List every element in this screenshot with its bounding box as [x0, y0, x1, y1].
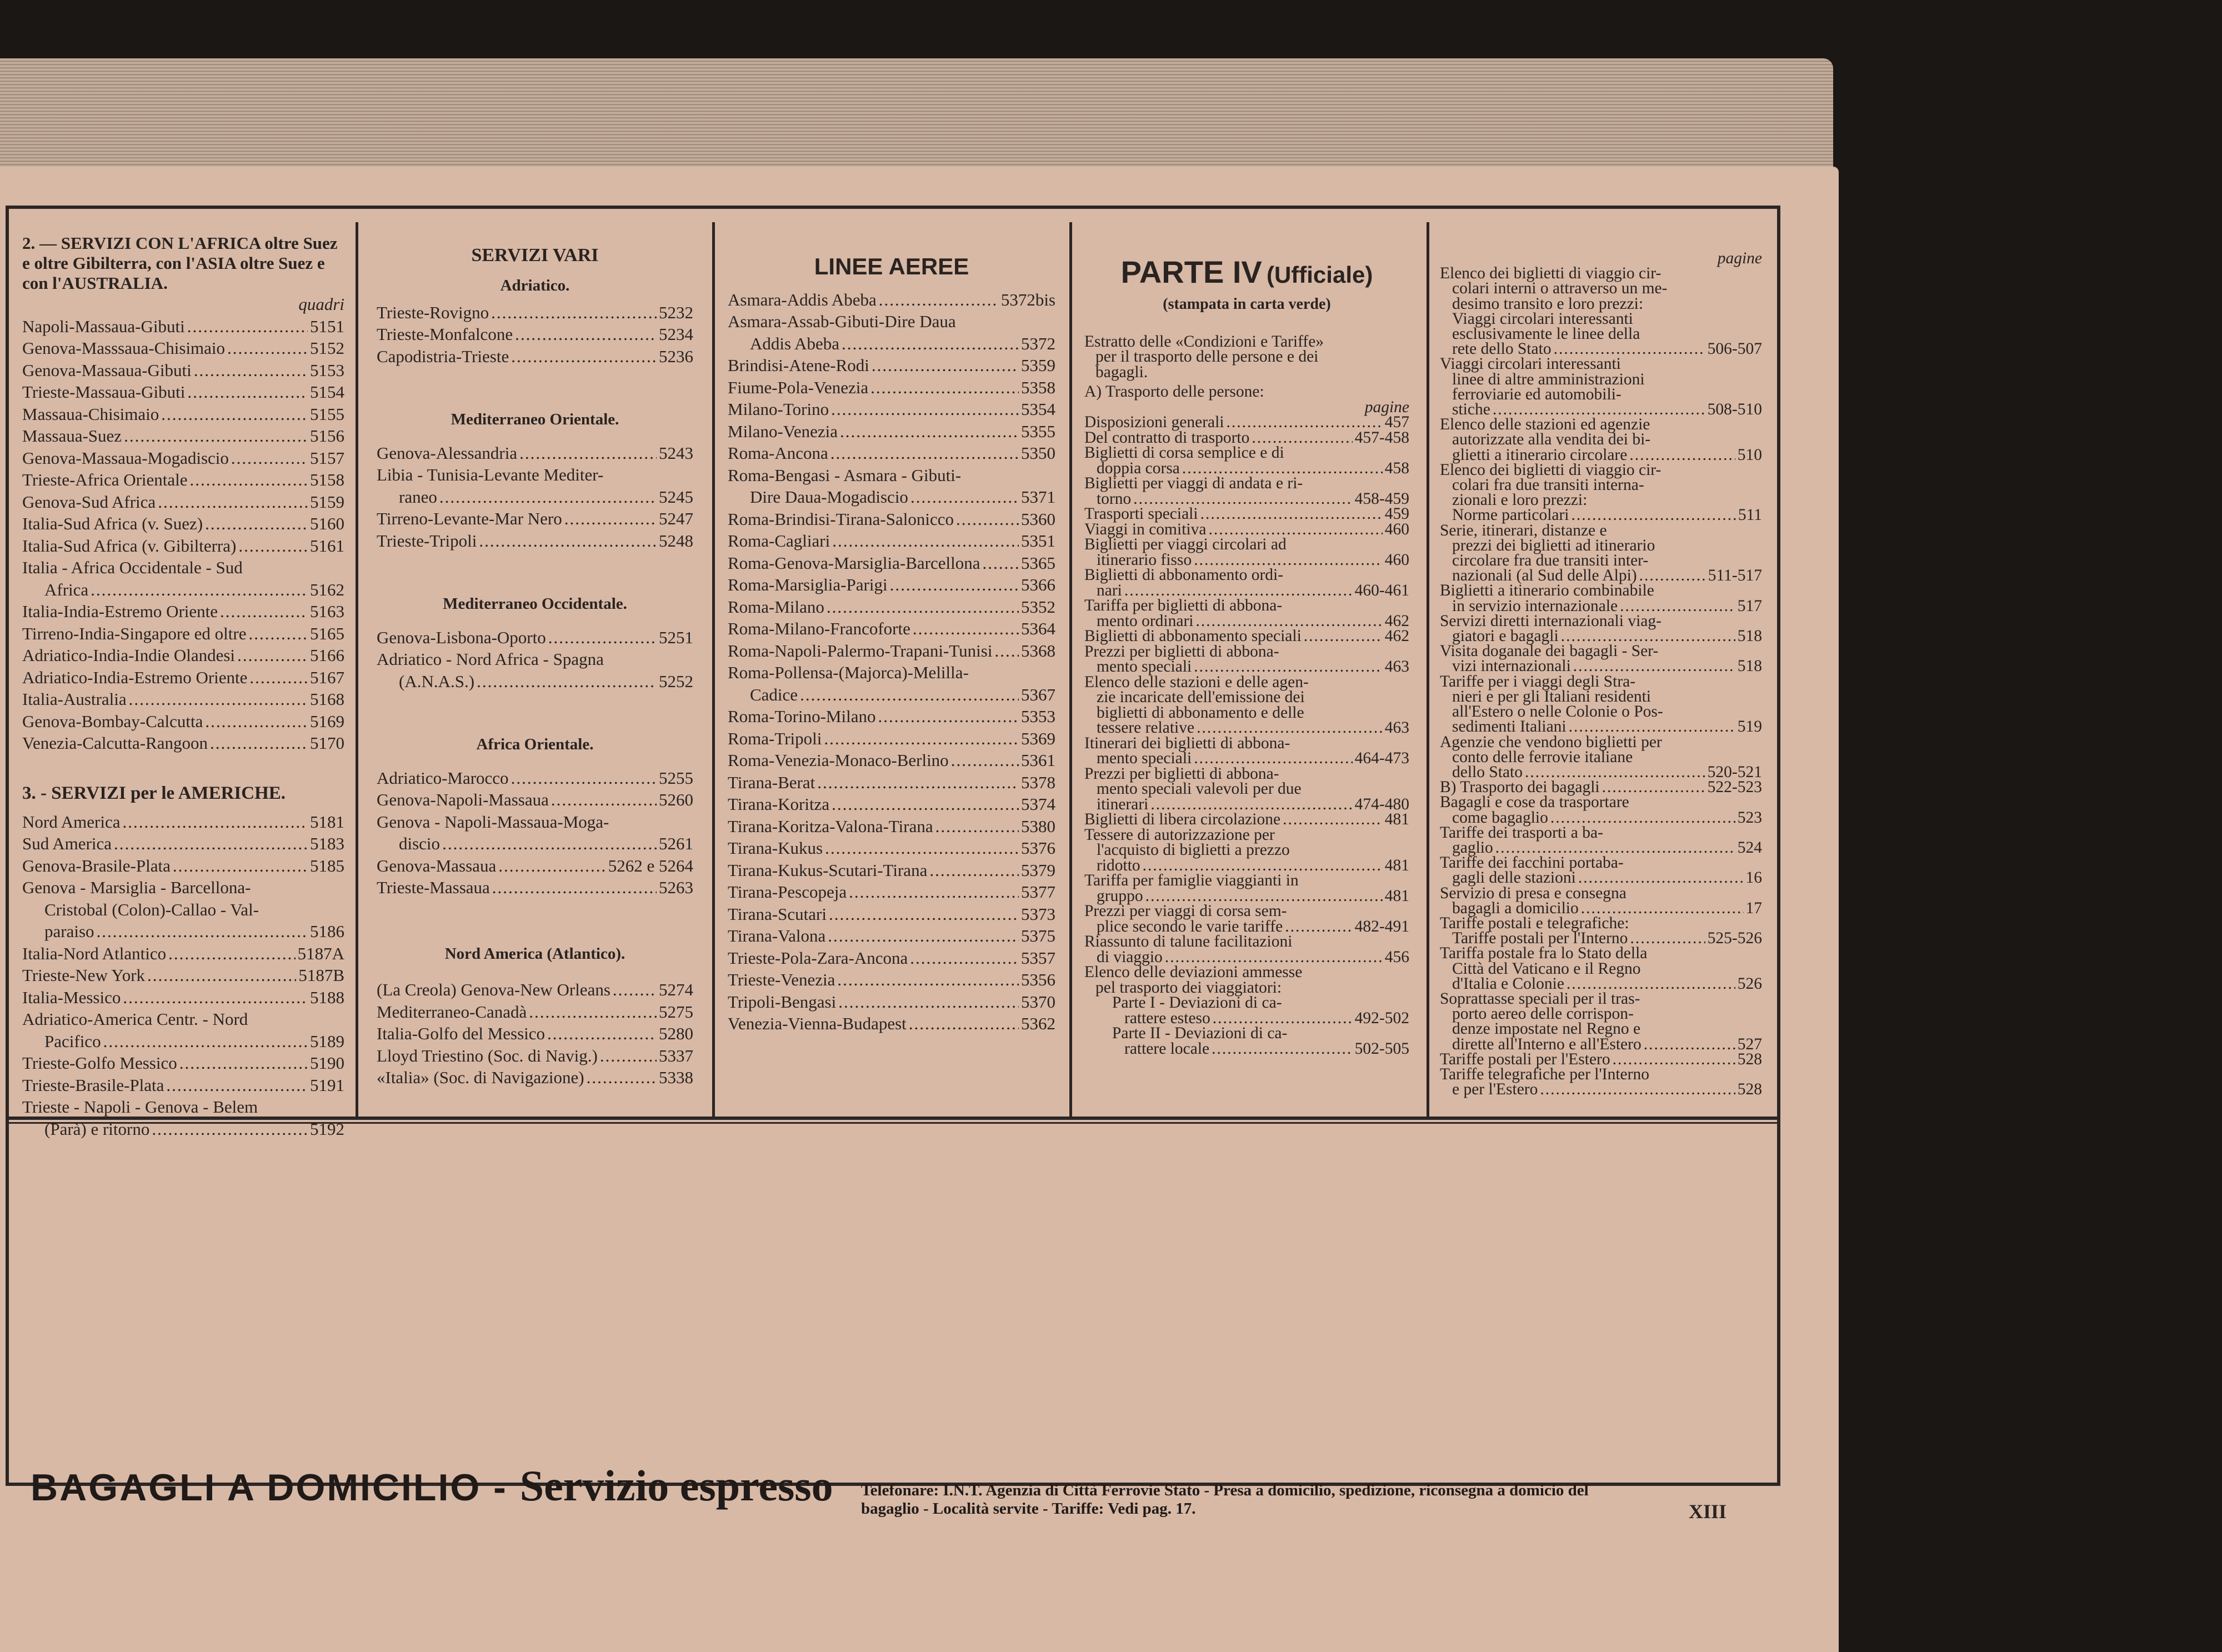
list-item: mento speciali ..... 463 — [1084, 659, 1409, 675]
list-item: come bagaglio ..... 523 — [1440, 810, 1762, 825]
list-item: Trieste-New York ..... 5187B — [22, 964, 344, 987]
list-item: Genova-Massaua-Mogadiscio ..... 5157 — [22, 447, 344, 469]
list-item: Genova-Bombay-Calcutta ..... 5169 — [22, 710, 344, 733]
list-item-line: zionali e loro prezzi: — [1452, 491, 1588, 509]
list-item: Trieste-Tripoli ..... 5248 — [377, 530, 693, 552]
list-item: «Italia» (Soc. di Navigazione) ..... 5338 — [377, 1067, 693, 1089]
list-item: Tirana-Kukus ..... 5376 — [728, 837, 1055, 859]
list-item: Roma-Cagliari ..... 5351 — [728, 530, 1055, 552]
list-item: Roma-Torino-Milano ..... 5353 — [728, 705, 1055, 728]
list-item: Milano-Torino ..... 5354 — [728, 398, 1055, 420]
list-item: Milano-Venezia ..... 5355 — [728, 420, 1055, 443]
list-item-line: Servizio di presa e consegna — [1440, 884, 1627, 902]
list-item-line: Trieste - Napoli - Genova - Belem — [22, 1097, 258, 1117]
list-item-line: Tariffe telegrafiche per l'Interno — [1440, 1065, 1649, 1083]
list-item: Asmara-Addis Abeba ..... 5372bis — [728, 289, 1055, 311]
list-item: itinerario fisso ..... 460 — [1084, 553, 1409, 568]
section-3-list — [22, 811, 344, 877]
list-item-line: Serie, itinerari, distanze e — [1440, 521, 1607, 539]
list-item: Venezia-Vienna-Budapest ..... 5362 — [728, 1013, 1055, 1035]
list-item-line: Elenco dei biglietti di viaggio cir- — [1440, 264, 1662, 283]
list-item-line: Prezzi per viaggi di corsa sem- — [1084, 902, 1287, 920]
list-item: Trieste-Massaua ..... 5263 — [377, 877, 693, 899]
subsection-title: Adriatico. — [500, 277, 570, 294]
list-item: Genova-Alessandria ..... 5243 — [377, 442, 693, 464]
list-item: bagagli a domicilio ..... 17 — [1440, 901, 1762, 916]
list-item: Napoli-Massaua-Gibuti ..... 5151 — [22, 316, 344, 338]
list-item: Norme particolari ..... 511 — [1440, 508, 1762, 523]
list-item: Roma-Milano ..... 5352 — [728, 596, 1055, 618]
section-3-wrap-2 — [22, 1008, 344, 1052]
list-item-line: Viaggi circolari interessanti — [1452, 309, 1633, 328]
section-a-title: A) Trasporto delle persone: — [1084, 383, 1264, 401]
medor-list — [377, 442, 693, 464]
air-list-4 — [728, 705, 1055, 1035]
section-2-title: 2. — SERVIZI CON L'AFRICA oltre Suez e oltre Gibilterra, con l'ASIA oltre Suez e con l'AUSTRALIA. — [22, 233, 338, 293]
list-item-line: Tariffe postali e telegrafiche: — [1440, 914, 1629, 932]
column-divider-2 — [712, 222, 715, 1117]
column-title: SERVIZI VARI — [471, 245, 599, 266]
column-title: LINEE AEREE — [814, 253, 969, 279]
list-item: rete dello Stato ..... 506-507 — [1440, 342, 1762, 357]
list-item: Genova-Massaua ..... 5262 e 5264 — [377, 855, 693, 877]
list-item: Roma-Genova-Marsiglia-Barcellona ..... 5365 — [728, 552, 1055, 574]
list-item: di viaggio ..... 456 — [1084, 950, 1409, 965]
list-item: ridotto ..... 481 — [1084, 858, 1409, 874]
list-item-line: Adriatico-America Centr. - Nord — [22, 1009, 248, 1029]
list-item: (Parà) e ritorno ..... 5192 — [22, 1118, 344, 1140]
section-3-list-3 — [22, 1052, 344, 1096]
list-item: Roma-Brindisi-Tirana-Salonicco ..... 5360 — [728, 508, 1055, 530]
air-wrap-3 — [728, 662, 1055, 705]
list-item: tessere relative ..... 463 — [1084, 720, 1409, 736]
list-item-line: colari fra due transiti interna- — [1452, 476, 1644, 494]
list-item-line: Visita doganale dei bagagli - Ser- — [1440, 642, 1659, 660]
list-item-line: Roma-Pollensa-(Majorca)-Melilla- — [728, 663, 969, 682]
list-item: Tirana-Berat ..... 5378 — [728, 772, 1055, 794]
list-item-line: Tessere di autorizzazione per — [1084, 825, 1275, 844]
list-item-line: Bagagli e cose da trasportare — [1440, 793, 1629, 812]
list-item-line: desimo transito e loro prezzi: — [1452, 294, 1644, 313]
list-item: gruppo ..... 481 — [1084, 889, 1409, 904]
list-item-line: Biglietti per viaggi di andata e ri- — [1084, 474, 1303, 492]
list-item-line: Roma-Bengasi - Asmara - Gibuti- — [728, 465, 962, 485]
list-item: B) Trasporto dei bagagli ..... 522-523 — [1440, 780, 1762, 795]
column-parte-iv — [1084, 254, 1409, 1058]
list-item: Capodistria-Trieste ..... 5236 — [377, 346, 693, 368]
list-item: discio ..... 5261 — [377, 833, 693, 855]
list-item: d'Italia e Colonie ..... 526 — [1440, 977, 1762, 992]
unit-label: pagine — [1717, 249, 1762, 267]
page-number: XIII — [1689, 1500, 1727, 1523]
part-items-2 — [1440, 266, 1762, 1097]
list-item-line: biglietti di abbonamento e delle — [1097, 703, 1304, 722]
list-item: Roma-Venezia-Monaco-Berlino ..... 5361 — [728, 749, 1055, 772]
subsection-title: Mediterraneo Occidentale. — [443, 595, 627, 613]
list-item-line: Agenzie che vendono biglietti per — [1440, 733, 1662, 751]
list-item: raneo ..... 5245 — [377, 486, 693, 508]
list-item-line: Biglietti a itinerario combinabile — [1440, 582, 1654, 600]
list-item: Adriatico-Marocco ..... 5255 — [377, 767, 693, 789]
air-list-1 — [728, 289, 1055, 311]
section-2-list-2 — [22, 600, 344, 754]
subsection-title: Mediterraneo Orientale. — [451, 411, 619, 428]
list-item: Italia-India-Estremo Oriente ..... 5163 — [22, 600, 344, 623]
list-item-line: bagagli. — [1095, 363, 1148, 381]
list-item: (A.N.A.S.) ..... 5252 — [377, 670, 693, 693]
list-item: Del contratto di trasporto ..... 457-458 — [1084, 430, 1409, 446]
list-item-line: prezzi dei biglietti ad itinerario — [1452, 536, 1655, 554]
list-item: glietti a itinerario circolare ..... 510 — [1440, 448, 1762, 463]
section-3-list-2 — [22, 943, 344, 1009]
list-item-line: circolare fra due transiti inter- — [1452, 552, 1649, 570]
afr-list-2 — [377, 855, 693, 899]
air-list-3 — [728, 508, 1055, 662]
afr-list — [377, 767, 693, 811]
part-title — [1084, 254, 1409, 293]
list-item-line: Asmara-Assab-Gibuti-Dire Daua — [728, 312, 956, 331]
list-item-line: Libia - Tunisia-Levante Mediter- — [377, 465, 604, 484]
list-item-line: Elenco delle deviazioni ammesse — [1084, 963, 1303, 981]
air-wrap-2 — [728, 464, 1055, 508]
list-item: Africa ..... 5162 — [22, 579, 344, 601]
list-item: Genova-Brasile-Plata ..... 5185 — [22, 855, 344, 877]
list-item-line: Tariffa per famiglie viaggianti in — [1084, 872, 1299, 889]
list-item-line: Tariffe dei facchini portaba- — [1440, 854, 1624, 872]
list-item: in servizio internazionale ..... 517 — [1440, 599, 1762, 614]
list-item: Italia-Nord Atlantico ..... 5187A — [22, 943, 344, 965]
list-item: Nord America ..... 5181 — [22, 811, 344, 833]
list-item: Lloyd Triestino (Soc. di Navig.) ..... 5337 — [377, 1045, 693, 1067]
list-item-line: pel trasporto dei viaggiatori: — [1095, 978, 1282, 997]
list-item: Genova-Masssaua-Chisimaio ..... 5152 — [22, 337, 344, 359]
list-item-wrap: Italia - Africa Occidentale - Sud — [22, 558, 243, 577]
list-item: sedimenti Italiani ..... 519 — [1440, 719, 1762, 734]
medoc-list — [377, 627, 693, 649]
list-item-line: Tariffa per biglietti di abbona- — [1084, 597, 1283, 614]
list-item: Venezia-Calcutta-Rangoon ..... 5170 — [22, 732, 344, 754]
footer-title — [31, 1461, 833, 1511]
medor-wrap — [377, 464, 693, 508]
list-item: Trieste-Africa Orientale ..... 5158 — [22, 469, 344, 491]
list-item-line: Tariffe dei trasporti a ba- — [1440, 823, 1603, 842]
list-item-line: all'Estero o nelle Colonie o Pos- — [1452, 703, 1663, 721]
list-item-line: Cristobal (Colon)-Callao - Val- — [44, 899, 259, 919]
na-list — [377, 979, 693, 1089]
list-item: Disposizioni generali ..... 457 — [1084, 415, 1409, 430]
column-divider-4 — [1427, 222, 1429, 1117]
list-item-line: mento speciali valevoli per due — [1097, 780, 1302, 798]
column-linee-aeree — [728, 253, 1055, 1035]
list-item: Roma-Tripoli ..... 5369 — [728, 728, 1055, 750]
list-item-line: Servizi diretti internazionali viag- — [1440, 612, 1662, 630]
list-item-line: autorizzate alla vendita dei bi- — [1452, 430, 1651, 449]
list-item: Italia-Australia ..... 5168 — [22, 688, 344, 710]
list-item: rattere locale ..... 502-505 — [1084, 1042, 1409, 1057]
column-servizi-vari — [377, 244, 693, 1089]
list-item-line: zie incaricate dell'emissione dei — [1097, 688, 1305, 706]
list-item-line: Adriatico - Nord Africa - Spagna — [377, 649, 604, 669]
list-item: dirette all'Interno e all'Estero ..... 527 — [1440, 1037, 1762, 1052]
list-item: Adriatico-India-Indie Olandesi ..... 5166 — [22, 644, 344, 667]
list-item-line: Parte I - Deviazioni di ca- — [1112, 994, 1282, 1012]
list-item: Tirreno-India-Singapore ed oltre ..... 5165 — [22, 623, 344, 645]
list-item: Tirana-Pescopeja ..... 5377 — [728, 881, 1055, 903]
list-item: Trieste-Pola-Zara-Ancona ..... 5357 — [728, 947, 1055, 969]
list-item-line: esclusivamente le linee della — [1452, 325, 1640, 343]
list-item-line: Biglietti di abbonamento ordi- — [1084, 566, 1284, 584]
adriatico-list — [377, 302, 693, 368]
list-item: torno ..... 458-459 — [1084, 492, 1409, 507]
list-item: Tirana-Valona ..... 5375 — [728, 925, 1055, 947]
list-item: Roma-Milano-Francoforte ..... 5364 — [728, 618, 1055, 640]
list-item: Sud America ..... 5183 — [22, 833, 344, 855]
list-item: dello Stato ..... 520-521 — [1440, 765, 1762, 780]
air-wrap-1 — [728, 311, 1055, 354]
list-item-line: Elenco delle stazioni e delle agen- — [1084, 673, 1309, 691]
footer-title-b: Servizio espresso — [519, 1461, 833, 1510]
list-item: Roma-Napoli-Palermo-Trapani-Tunisi ..... 5368 — [728, 640, 1055, 662]
medor-list-2 — [377, 508, 693, 552]
list-item: Genova-Lisbona-Oporto ..... 5251 — [377, 627, 693, 649]
part-title-main: PARTE IV — [1120, 254, 1262, 289]
list-item: Genova-Sud Africa ..... 5159 — [22, 491, 344, 513]
list-item: Italia-Sud Africa (v. Gibilterra) ..... 5161 — [22, 535, 344, 557]
list-item: Italia-Messico ..... 5188 — [22, 987, 344, 1009]
list-item-line: porto aereo delle corrispon- — [1452, 1005, 1634, 1023]
deviazioni-items — [1084, 995, 1409, 1057]
list-item: Genova-Napoli-Massaua ..... 5260 — [377, 789, 693, 811]
list-item: rattere esteso ..... 492-502 — [1084, 1011, 1409, 1027]
list-item: Brindisi-Atene-Rodi ..... 5359 — [728, 354, 1055, 377]
section-3-wrap-1 — [22, 877, 344, 943]
list-item-line: l'acquisto di biglietti a prezzo — [1097, 841, 1290, 859]
list-item-line: Riassunto di talune facilitazioni — [1084, 933, 1293, 950]
list-item-line: Biglietti per viaggi circolari ad — [1084, 535, 1287, 553]
part-items — [1084, 415, 1409, 965]
air-list-2 — [728, 354, 1055, 464]
list-item-line: conto delle ferrovie italiane — [1452, 748, 1633, 766]
column-divider-3 — [1069, 222, 1072, 1117]
list-item-line: Estratto delle «Condizioni e Tariffe» — [1084, 332, 1324, 351]
list-item: mento ordinari ..... 462 — [1084, 614, 1409, 629]
list-item: Massaua-Chisimaio ..... 5155 — [22, 403, 344, 425]
list-item: plice secondo le varie tariffe ..... 482-491 — [1084, 919, 1409, 935]
subsection-title: Africa Orientale. — [476, 735, 594, 753]
list-item-line: Elenco dei biglietti di viaggio cir- — [1440, 460, 1662, 479]
list-item: itinerari ..... 474-480 — [1084, 797, 1409, 813]
list-item: Tirreno-Levante-Mar Nero ..... 5247 — [377, 508, 693, 530]
part-title-suffix: (Ufficiale) — [1266, 262, 1373, 288]
list-item: Viaggi in comitiva ..... 460 — [1084, 522, 1409, 538]
afr-wrap — [377, 811, 693, 855]
list-item: Trieste-Golfo Messico ..... 5190 — [22, 1052, 344, 1074]
part-subtitle: (stampata in carta verde) — [1163, 296, 1331, 313]
list-item: Trasporti speciali ..... 459 — [1084, 507, 1409, 522]
list-item: Addis Abeba ..... 5372 — [728, 333, 1055, 355]
list-item: nari ..... 460-461 — [1084, 583, 1409, 599]
list-item: vizi internazionali ..... 518 — [1440, 659, 1762, 674]
section-2-list — [22, 316, 344, 557]
list-item-line: Genova - Napoli-Massaua-Moga- — [377, 812, 609, 832]
list-item: doppia corsa ..... 458 — [1084, 461, 1409, 477]
list-item: Massaua-Suez ..... 5156 — [22, 425, 344, 447]
list-item: Tirana-Scutari ..... 5373 — [728, 903, 1055, 925]
list-item-line: Elenco delle stazioni ed agenzie — [1440, 415, 1650, 434]
medoc-wrap — [377, 648, 693, 692]
list-item-line: colari interni o attraverso un me- — [1452, 279, 1668, 298]
list-item: Trieste-Massaua-Gibuti ..... 5154 — [22, 381, 344, 403]
list-item: (La Creola) Genova-New Orleans ..... 5274 — [377, 979, 693, 1001]
list-item-line: Prezzi per biglietti di abbona- — [1084, 764, 1279, 783]
list-item: Cadice ..... 5367 — [728, 684, 1055, 706]
list-item: Tirana-Kukus-Scutari-Tirana ..... 5379 — [728, 859, 1055, 882]
list-item-line: Viaggi circolari interessanti — [1440, 355, 1621, 373]
list-item: Trieste-Rovigno ..... 5232 — [377, 302, 693, 324]
part-intro — [1084, 334, 1409, 381]
list-item: Genova-Massaua-Gibuti ..... 5153 — [22, 359, 344, 382]
list-item: stiche ..... 508-510 — [1440, 402, 1762, 417]
list-item-line: Itinerari dei biglietti di abbona- — [1084, 734, 1290, 752]
section-3-wrap-3 — [22, 1096, 344, 1140]
list-item: nazionali (al Sud delle Alpi) ..... 511-517 — [1440, 568, 1762, 583]
unit-label: pagine — [1364, 398, 1409, 416]
list-item-line: denze impostate nel Regno e — [1452, 1020, 1641, 1038]
list-item-line: linee di altre amministrazioni — [1452, 370, 1645, 388]
list-item: e per l'Estero ..... 528 — [1440, 1082, 1762, 1097]
list-item: Trieste-Monfalcone ..... 5234 — [377, 323, 693, 346]
list-item-line: Tariffe per i viaggi degli Stra- — [1440, 672, 1636, 690]
section-3-title: 3. - SERVIZI per le AMERICHE. — [22, 783, 286, 803]
list-item-line: Prezzi per biglietti di abbona- — [1084, 642, 1279, 660]
footer-text: Telefonare: I.N.T. Agenzia di Città Ferrovie Stato - Presa a domicilio, spedizione, riconsegna a domicio del bagaglio - Località servite - Tariffe: Vedi pag. 17. — [861, 1481, 1589, 1518]
column-divider-1 — [356, 222, 358, 1117]
unit-label: quadri — [298, 294, 344, 314]
list-item: giatori e bagagli ..... 518 — [1440, 629, 1762, 644]
list-item: Fiume-Pola-Venezia ..... 5358 — [728, 377, 1055, 399]
subsection-title: Nord America (Atlantico). — [444, 944, 625, 963]
deviazioni-title — [1084, 965, 1409, 995]
list-item: Tariffe postali per l'Estero ..... 528 — [1440, 1052, 1762, 1067]
list-item: Pacifico ..... 5189 — [22, 1030, 344, 1053]
list-item: Dire Daua-Mogadiscio ..... 5371 — [728, 486, 1055, 508]
list-item: Tirana-Koritza-Valona-Tirana ..... 5380 — [728, 815, 1055, 838]
list-item-line: Soprattasse speciali per il tras- — [1440, 989, 1640, 1008]
column-parte-iv-cont — [1440, 251, 1762, 1097]
list-item: Tariffe postali per l'Interno ..... 525-526 — [1440, 931, 1762, 946]
list-item: Adriatico-India-Estremo Oriente ..... 5167 — [22, 667, 344, 689]
list-item-line: ferroviarie ed automobili- — [1452, 385, 1622, 403]
list-item-line: Città del Vaticano e il Regno — [1452, 959, 1641, 978]
list-item-line: nieri e per gli Italiani residenti — [1452, 687, 1651, 705]
list-item: Tripoli-Bengasi ..... 5370 — [728, 991, 1055, 1013]
list-item: Biglietti di libera circolazione ..... 481 — [1084, 812, 1409, 828]
list-item: Tirana-Koritza ..... 5374 — [728, 793, 1055, 815]
list-item-line: Biglietti di corsa semplice e di — [1084, 444, 1284, 462]
list-item: Roma-Ancona ..... 5350 — [728, 442, 1055, 464]
list-item: Trieste-Brasile-Plata ..... 5191 — [22, 1074, 344, 1097]
list-item: Roma-Marsiglia-Parigi ..... 5366 — [728, 574, 1055, 596]
list-item-line: Tariffa postale fra lo Stato della — [1440, 944, 1648, 963]
list-item: Italia-Golfo del Messico ..... 5280 — [377, 1023, 693, 1045]
list-item: paraiso ..... 5186 — [22, 920, 344, 943]
list-item: Trieste-Venezia ..... 5356 — [728, 969, 1055, 991]
list-item: Italia-Sud Africa (v. Suez) ..... 5160 — [22, 513, 344, 535]
list-item: gaglio ..... 524 — [1440, 840, 1762, 855]
list-item-line: Parte II - Deviazioni di ca- — [1112, 1024, 1288, 1042]
list-item: Biglietti di abbonamento speciali ..... 462 — [1084, 629, 1409, 644]
list-item-line: per il trasporto delle persone e dei — [1095, 348, 1319, 366]
footer-title-a: BAGAGLI A DOMICILIO - — [31, 1466, 508, 1509]
list-item: mento speciali ..... 464-473 — [1084, 751, 1409, 767]
column-africa-americas — [22, 233, 344, 1140]
list-item: gagli delle stazioni ..... 16 — [1440, 870, 1762, 885]
list-item-line: Genova - Marsiglia - Barcellona- — [22, 878, 251, 897]
list-item: Mediterraneo-Canadà ..... 5275 — [377, 1001, 693, 1023]
